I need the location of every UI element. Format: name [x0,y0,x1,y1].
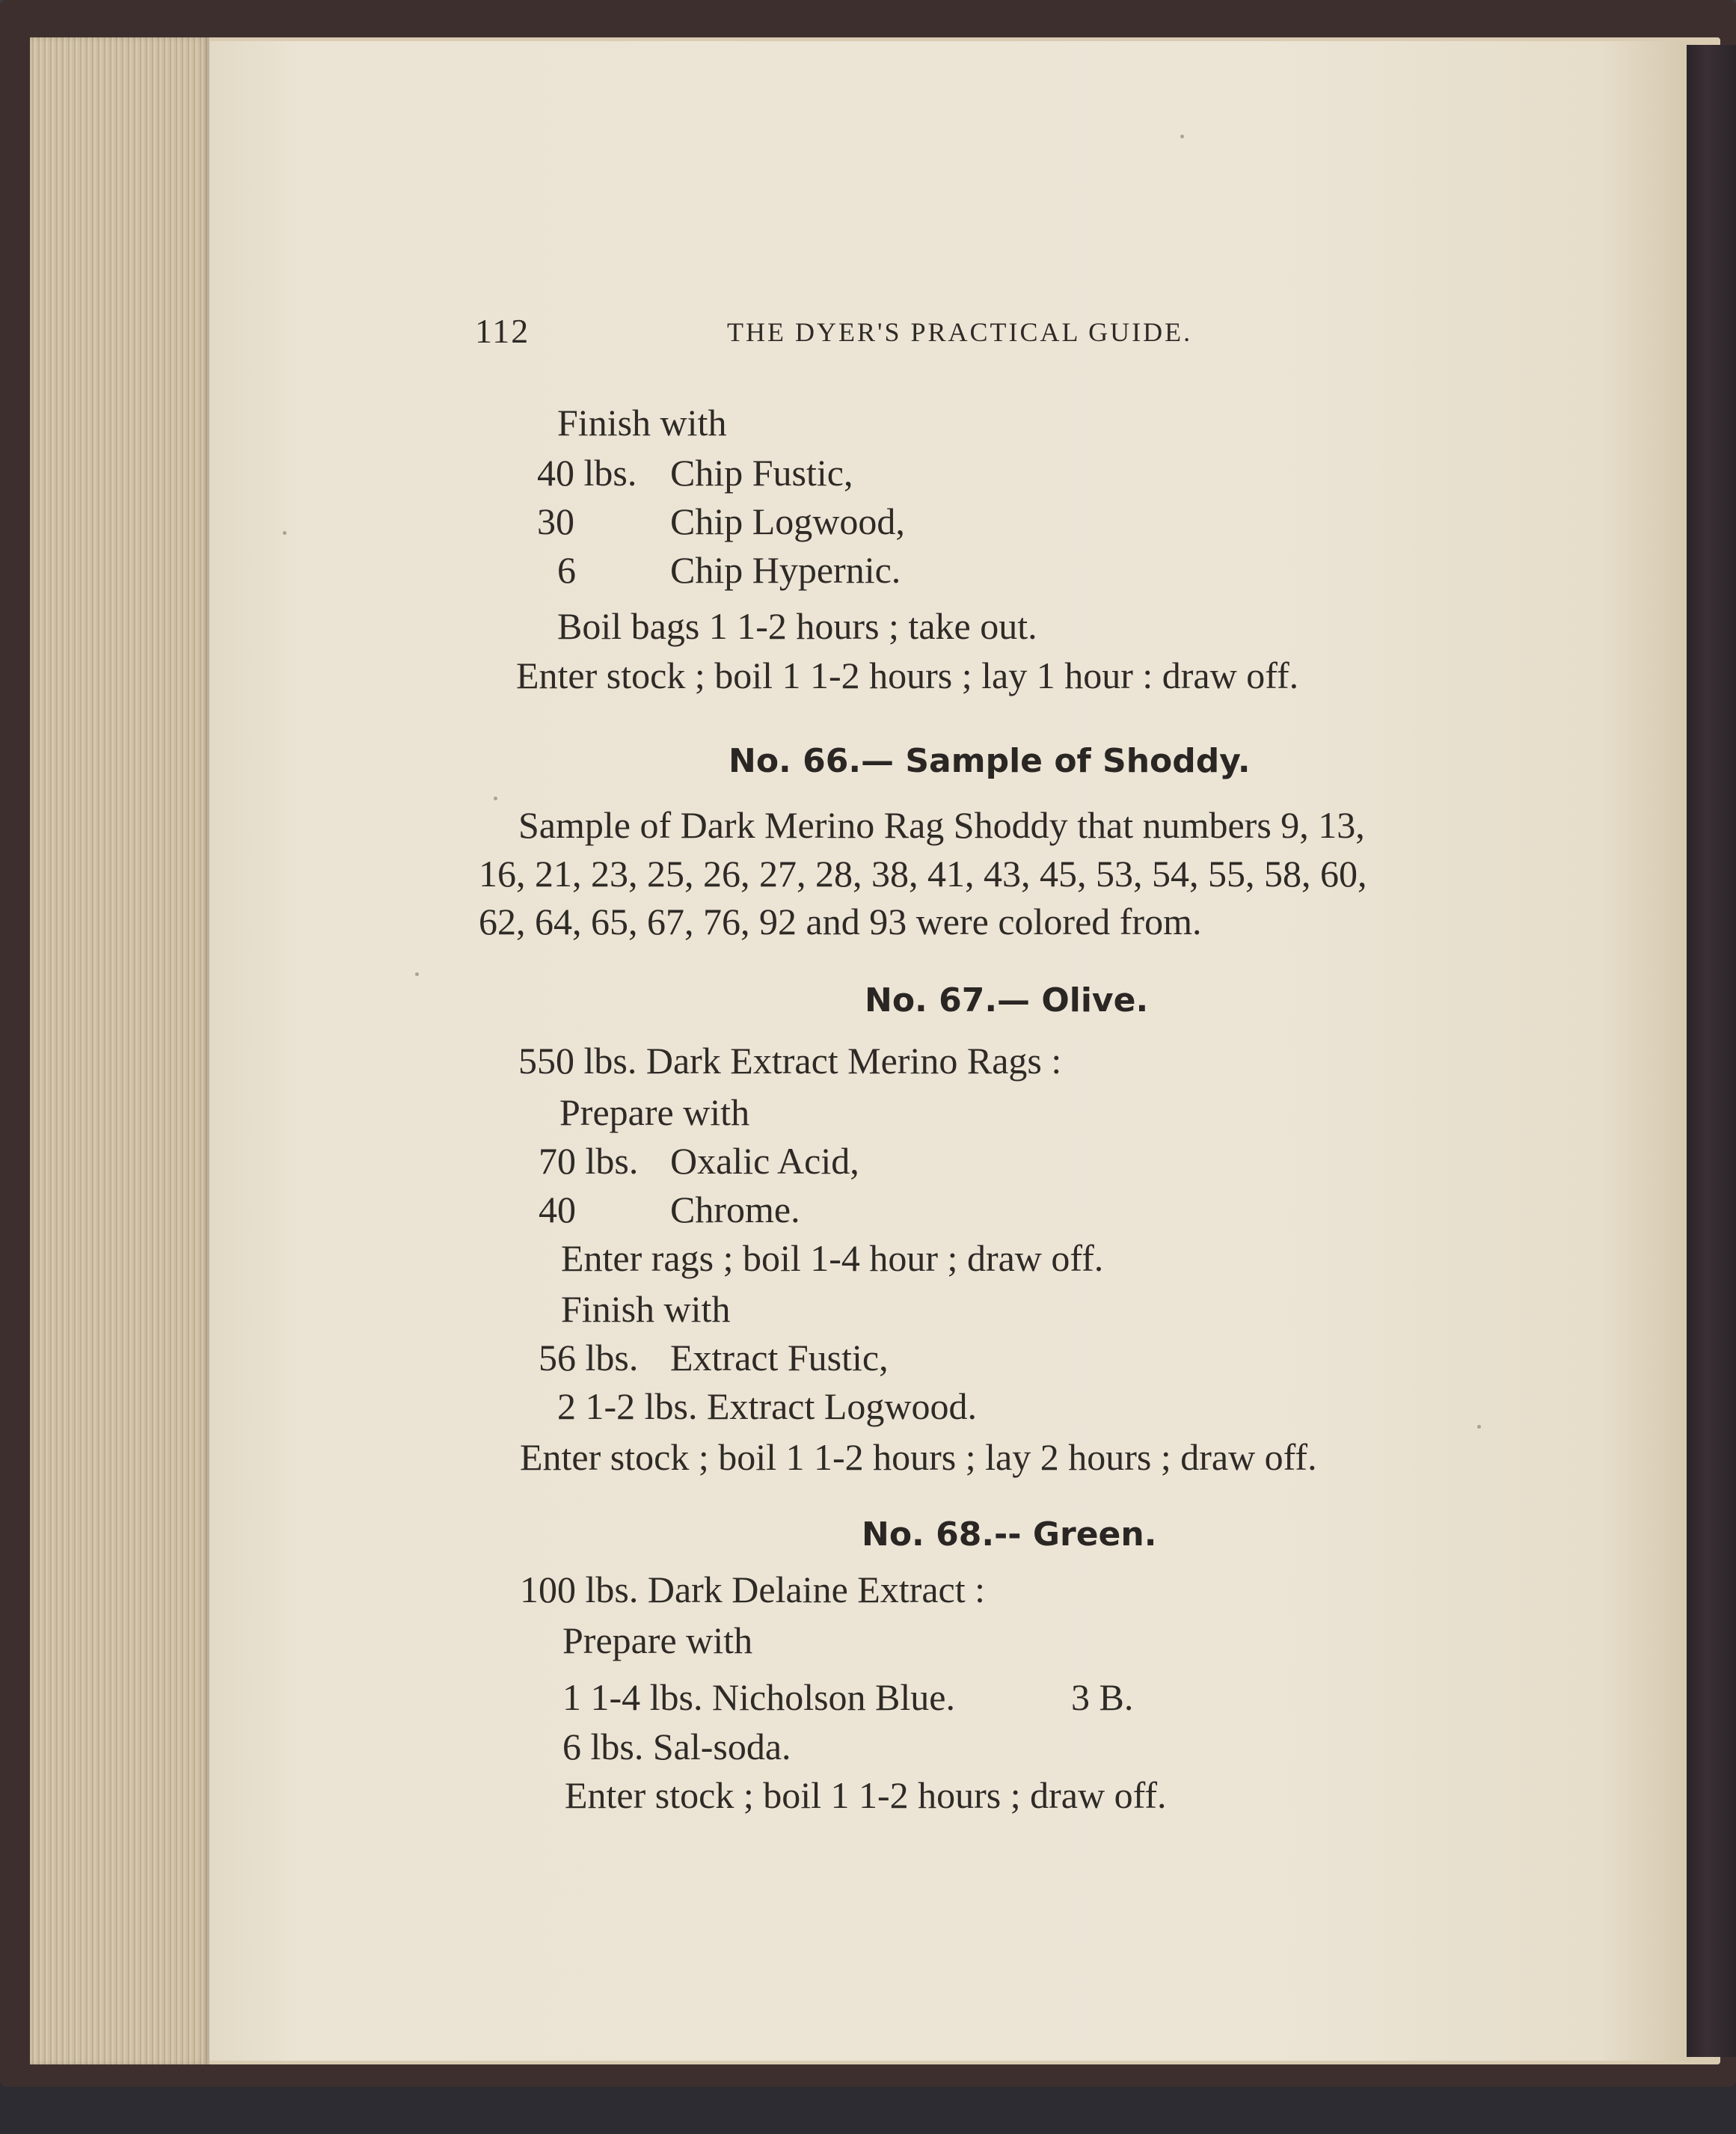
text-line: 6 [557,549,576,591]
text-line: 3 B. [1071,1676,1134,1718]
page-edges [30,37,209,2064]
text-line: Sample of Dark Merino Rag Shoddy that numbers 9, 13, [518,804,1365,846]
text-line: 70 lbs. [539,1140,639,1182]
text-line: 40 lbs. [537,452,637,494]
text-line: 6 lbs. Sal-soda. [562,1726,791,1767]
text-line: 30 [537,500,574,542]
cover-edge [1687,45,1736,2057]
page-speck [283,531,286,535]
text-line: Extract Fustic, [670,1337,889,1379]
text-line: Finish with [557,402,727,444]
text-line: Enter stock ; boil 1 1-2 hours ; lay 2 hours ; draw off. [520,1436,1317,1478]
text-line: Prepare with [562,1619,753,1661]
text-line: Enter stock ; boil 1 1-2 hours ; lay 1 hour : draw off. [516,654,1299,696]
section-heading: No. 66.— Sample of Shoddy. [729,742,1251,780]
text-line: Boil bags 1 1-2 hours ; take out. [557,605,1037,647]
text-line: 40 [539,1189,576,1230]
page-speck [415,972,419,976]
text-line: 2 1-2 lbs. Extract Logwood. [557,1385,978,1427]
text-line: 56 lbs. [539,1337,639,1379]
page-speck [1180,135,1184,138]
text-line: Prepare with [559,1091,750,1133]
text-line: Enter rags ; boil 1-4 hour ; draw off. [561,1237,1104,1279]
text-line: 62, 64, 65, 67, 76, 92 and 93 were colored from. [479,901,1202,942]
text-line: 1 1-4 lbs. Nicholson Blue. [562,1676,955,1718]
text-line: Chip Fustic, [670,452,853,494]
page-number: 112 [475,312,530,350]
text-line: Chrome. [670,1189,800,1230]
section-heading: No. 68.-- Green. [862,1515,1157,1554]
page-speck [494,797,497,800]
text-line: Enter stock ; boil 1 1-2 hours ; draw off. [565,1774,1167,1816]
text-line: Oxalic Acid, [670,1140,859,1182]
text-line: Chip Logwood, [670,500,905,542]
section-heading: No. 67.— Olive. [865,981,1149,1020]
text-line: Chip Hypernic. [670,549,901,591]
text-line: 16, 21, 23, 25, 26, 27, 28, 38, 41, 43, 45, 53, 54, 55, 58, 60, [479,853,1367,895]
page-speck [1477,1425,1481,1429]
text-line: 550 lbs. Dark Extract Merino Rags : [518,1040,1062,1082]
text-line: 100 lbs. Dark Delaine Extract : [520,1569,986,1610]
running-head: THE DYER'S PRACTICAL GUIDE. [727,317,1193,347]
text-line: Finish with [561,1288,731,1330]
